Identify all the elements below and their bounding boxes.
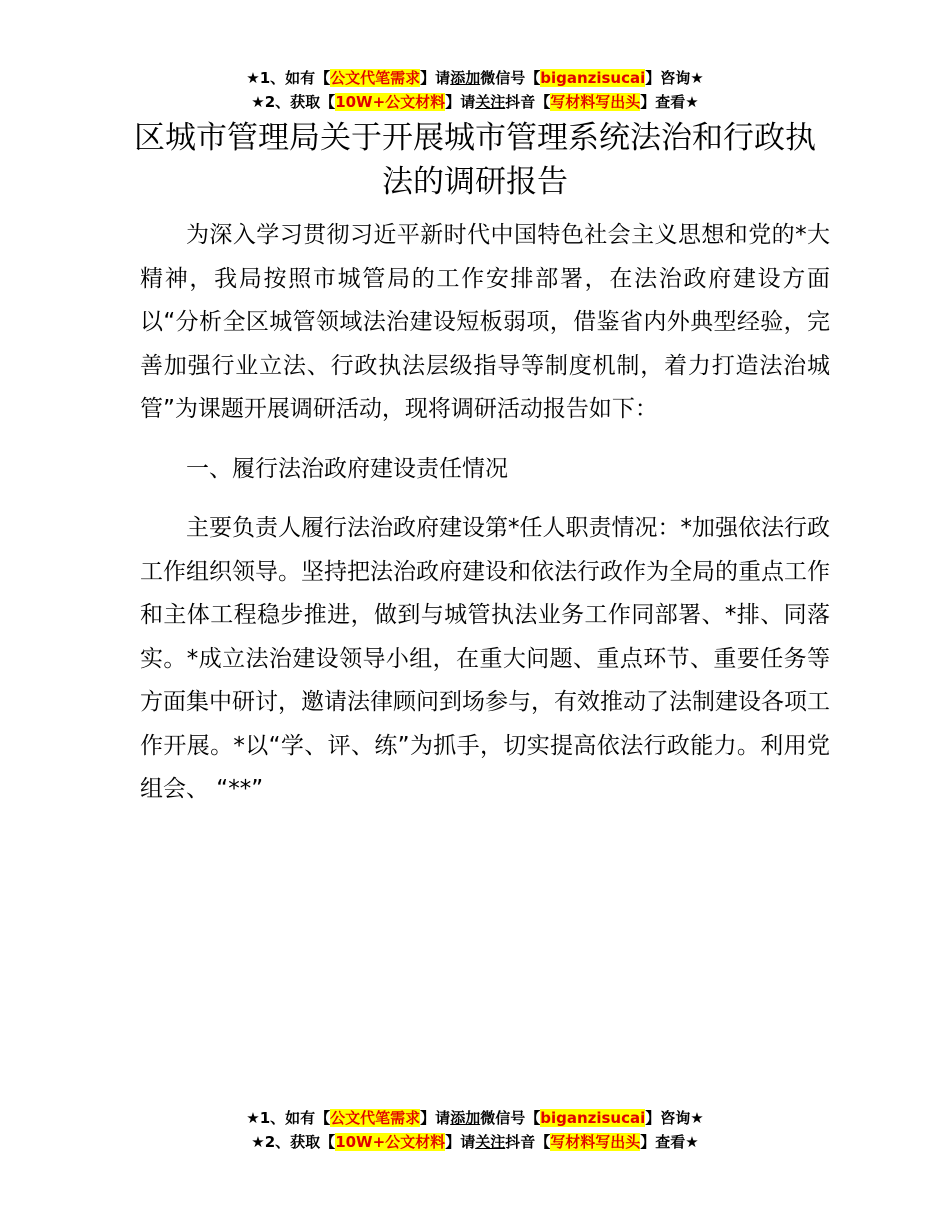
banner-emphasis: 添加 (450, 1109, 481, 1127)
banner-text: 】请 (445, 1133, 476, 1151)
banner-text: 】咨询★ (645, 1109, 704, 1127)
banner-text: 】咨询★ (645, 69, 704, 87)
banner-highlight: 公文代笔需求 (330, 1109, 421, 1127)
banner-text: ★2、获取【 (251, 93, 336, 111)
banner-text: 】请 (420, 69, 451, 87)
banner-line-1 (0, 1106, 950, 1130)
banner-emphasis: 关注 (475, 1133, 506, 1151)
banner-line-2 (0, 90, 950, 114)
banner-text: 】请 (420, 1109, 451, 1127)
banner-highlight: 10W+公文材料 (335, 93, 446, 111)
section-heading: 一、履行法治政府建设责任情况 (186, 455, 508, 482)
banner-emphasis: 关注 (475, 93, 506, 111)
banner-douyin-id: 写材料写出头 (550, 93, 641, 111)
body-paragraph: 主要负责人履行法治政府建设第*任人职责情况：*加强依法行政工作组织领导。坚持把法治政府建设和依法行政作为全局的重点工作和主体工程稳步推进，做到与城管执法业务工作同部署、*排、同落实。*成立法治建设领导小组，在重大问题、重点环节、重要任务等方面集中研讨，邀请法律顾问到场参与，有效推动了法制建设各项工作开展。*以“学、评、练”为抓手，切实提高依法行政能力。利用党组会、 “**” (140, 515, 830, 802)
banner-text: ★1、如有【 (246, 69, 331, 87)
banner-text: ★2、获取【 (251, 1133, 336, 1151)
banner-emphasis: 添加 (450, 69, 481, 87)
header-banner (0, 66, 950, 114)
banner-highlight: 10W+公文材料 (335, 1133, 446, 1151)
document-body (140, 214, 830, 828)
document-title: 区城市管理局关于开展城市管理系统法治和行政执法的调研报告 (134, 120, 816, 200)
banner-douyin-id: 写材料写出头 (550, 1133, 641, 1151)
banner-text: 】查看★ (640, 1133, 699, 1151)
banner-line-1 (0, 66, 950, 90)
banner-text: 微信号【 (480, 69, 541, 87)
banner-line-2 (0, 1130, 950, 1154)
banner-highlight: 公文代笔需求 (330, 69, 421, 87)
intro-paragraph: 为深入学习贯彻习近平新时代中国特色社会主义思想和党的*大精神，我局按照市城管局的工作安排部署，在法治政府建设方面以“分析全区城管领域法治建设短板弱项，借鉴省内外典型经验，完善加强行业立法、行政执法层级指导等制度机制，着力打造法治城管”为课题开展调研活动，现将调研活动报告如下： (140, 222, 830, 422)
banner-wechat-id: biganzisucai (540, 1109, 646, 1127)
banner-text: 】查看★ (640, 93, 699, 111)
banner-text: 微信号【 (480, 1109, 541, 1127)
footer-banner (0, 1106, 950, 1154)
banner-text: ★1、如有【 (246, 1109, 331, 1127)
banner-text: 抖音【 (505, 1133, 551, 1151)
banner-wechat-id: biganzisucai (540, 69, 646, 87)
banner-text: 抖音【 (505, 93, 551, 111)
banner-text: 】请 (445, 93, 476, 111)
